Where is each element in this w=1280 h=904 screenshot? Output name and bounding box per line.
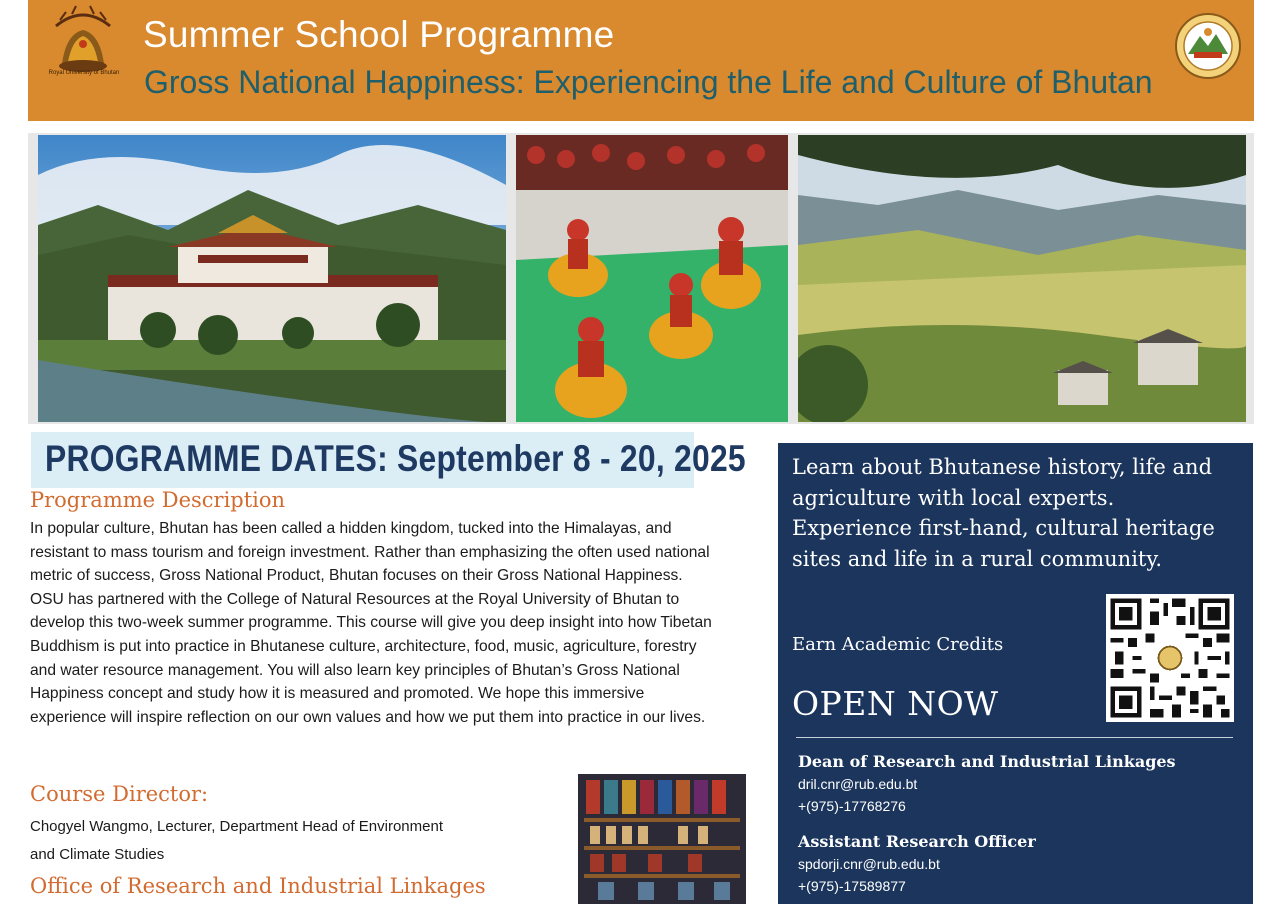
mask-dance-photo [516,135,788,422]
contact-phone-officer[interactable]: +(975)-17589877 [798,878,906,894]
director-line-2: and Climate Studies [30,846,165,863]
panel-lead-text: Learn about Bhutanese history, life and agriculture with local experts. Experience first-hand, cultural heritage sites and life in a rural community. [792,455,1215,571]
programme-dates-banner [31,432,746,488]
director-info [30,813,550,869]
page-title: Summer School Programme [143,14,615,55]
director-line-1: Chogyel Wangmo, Lecturer, Department Head of Environment [30,818,443,835]
contact-phone-dean[interactable]: +(975)-17768276 [798,798,906,814]
open-now-text: OPEN NOW [792,684,999,723]
photo-strip [28,133,1254,424]
shop-photo [578,774,746,904]
contact-email-dean[interactable]: dril.cnr@rub.edu.bt [798,776,918,792]
info-panel [778,443,1253,904]
contact-role-officer: Assistant Research Officer [798,832,1036,851]
office-heading: Office of Research and Industrial Linkages [30,874,486,898]
description-heading: Programme Description [30,488,286,512]
contact-role-dean: Dean of Research and Industrial Linkages [798,752,1176,771]
college-seal-logo [1172,12,1244,80]
programme-dates-text: PROGRAMME DATES: September 8 - 20, 2025 [45,438,746,479]
page-subtitle: Gross National Happiness: Experiencing the Life and Culture of Bhutan [144,64,1153,100]
university-emblem-caption: Royal University of Bhutan [48,70,120,76]
academic-credits-text: Earn Academic Credits [792,634,1004,655]
valley-photo [798,135,1246,422]
director-heading: Course Director: [30,782,209,806]
description-body: In popular culture, Bhutan has been called a hidden kingdom, tucked into the Himalayas, and resistant to mass tourism and foreign investment. Rather than emphasizing the often used national metric of success, Gross National Product, Bhutan focuses on their Gross National Happiness. OSU has partnered with the College of Natural Resources at the Royal University of Bhutan to develop this two-week summer programme. This course will give you deep insight into how Tibetan Buddhism is put into practice in Bhutanese culture, architecture, food, music, agriculture, forestry and water resource management. You will also learn key principles of Bhutan’s Gross National Happiness concept and study how it is measured and promoted. We hope this immersive experience will inspire reflection on our own values and how we put them into practice in our lives. [30,520,712,726]
dzong-photo [38,135,506,422]
contact-email-officer[interactable]: spdorji.cnr@rub.edu.bt [798,856,940,872]
panel-divider [796,737,1233,738]
qr-code[interactable] [1106,594,1234,722]
